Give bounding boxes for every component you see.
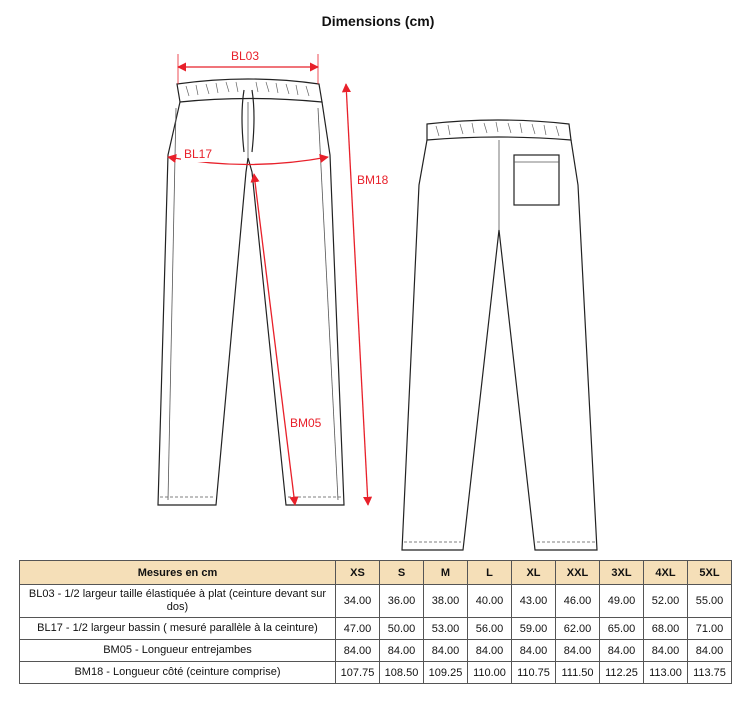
value-cell: 84.00 [336, 640, 380, 662]
bm05-label: BM05 [290, 416, 322, 430]
value-cell: 43.00 [512, 585, 556, 618]
value-cell: 84.00 [644, 640, 688, 662]
value-cell: 110.00 [468, 662, 512, 684]
value-cell: 71.00 [688, 618, 732, 640]
value-cell: 113.75 [688, 662, 732, 684]
value-cell: 111.50 [556, 662, 600, 684]
measure-label: BL03 - 1/2 largeur taille élastiquée à plat (ceinture devant sur dos) [20, 585, 336, 618]
value-cell: 62.00 [556, 618, 600, 640]
value-cell: 56.00 [468, 618, 512, 640]
value-cell: 52.00 [644, 585, 688, 618]
front-view-pants [158, 79, 344, 505]
table-row [20, 662, 732, 684]
value-cell: 84.00 [512, 640, 556, 662]
value-cell: 53.00 [424, 618, 468, 640]
value-cell: 46.00 [556, 585, 600, 618]
page-title: Dimensions (cm) [321, 13, 435, 29]
value-cell: 59.00 [512, 618, 556, 640]
header-cell: L [468, 561, 512, 585]
value-cell: 112.25 [600, 662, 644, 684]
bm05-dimension-line [254, 174, 295, 505]
bm18-dimension-line [346, 84, 368, 505]
back-view-pants [402, 120, 597, 550]
measure-label: BM18 - Longueur côté (ceinture comprise) [20, 662, 336, 684]
value-cell: 50.00 [380, 618, 424, 640]
table-header-row [20, 561, 732, 585]
value-cell: 110.75 [512, 662, 556, 684]
bm18-label: BM18 [357, 173, 389, 187]
value-cell: 84.00 [600, 640, 644, 662]
table-row [20, 640, 732, 662]
header-cell: 3XL [600, 561, 644, 585]
bl03-label: BL03 [231, 49, 260, 63]
measure-label: BL17 - 1/2 largeur bassin ( mesuré parallèle à la ceinture) [20, 618, 336, 640]
value-cell: 113.00 [644, 662, 688, 684]
value-cell: 68.00 [644, 618, 688, 640]
value-cell: 49.00 [600, 585, 644, 618]
value-cell: 47.00 [336, 618, 380, 640]
table-row [20, 585, 732, 618]
table-row [20, 618, 732, 640]
value-cell: 84.00 [688, 640, 732, 662]
bl17-label: BL17 [184, 147, 213, 161]
value-cell: 65.00 [600, 618, 644, 640]
header-cell: XL [512, 561, 556, 585]
measure-label: BM05 - Longueur entrejambes [20, 640, 336, 662]
value-cell: 108.50 [380, 662, 424, 684]
header-cell: 4XL [644, 561, 688, 585]
value-cell: 38.00 [424, 585, 468, 618]
value-cell: 109.25 [424, 662, 468, 684]
header-cell: XS [336, 561, 380, 585]
value-cell: 36.00 [380, 585, 424, 618]
size-chart-table [19, 560, 732, 684]
value-cell: 34.00 [336, 585, 380, 618]
value-cell: 40.00 [468, 585, 512, 618]
dimension-lines [168, 54, 368, 505]
header-cell: S [380, 561, 424, 585]
value-cell: 107.75 [336, 662, 380, 684]
value-cell: 84.00 [556, 640, 600, 662]
header-cell: Mesures en cm [20, 561, 336, 585]
value-cell: 84.00 [468, 640, 512, 662]
header-cell: XXL [556, 561, 600, 585]
value-cell: 55.00 [688, 585, 732, 618]
value-cell: 84.00 [424, 640, 468, 662]
header-cell: M [424, 561, 468, 585]
value-cell: 84.00 [380, 640, 424, 662]
header-cell: 5XL [688, 561, 732, 585]
